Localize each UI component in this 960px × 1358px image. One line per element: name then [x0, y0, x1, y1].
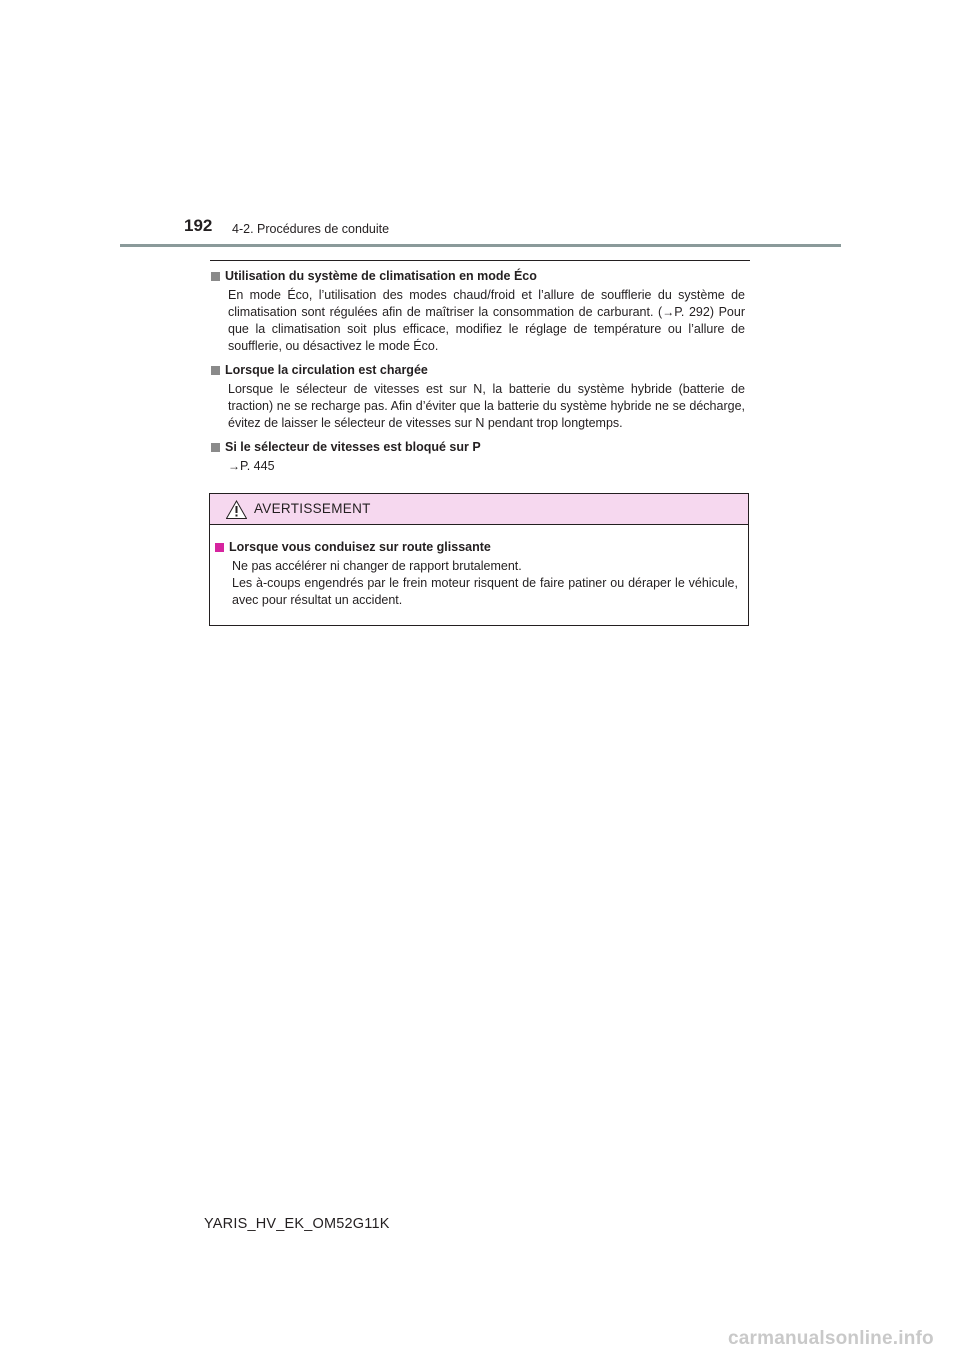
chapter-title: 4-2. Procédures de conduite: [232, 222, 390, 236]
section-heading-text: Utilisation du système de climatisation en mode Éco: [225, 269, 537, 283]
document-code: YARIS_HV_EK_OM52G11K: [204, 1216, 390, 1232]
page-reference-link[interactable]: P. 292: [674, 305, 710, 319]
section-traffic: [210, 360, 750, 432]
square-bullet-icon: [215, 543, 224, 552]
arrow-icon: →: [228, 459, 240, 473]
body-text: En mode Éco, l’utilisation des modes chaud/froid et l’allure de soufflerie du système de climatisation sont régulées afin de maîtriser la consommation de carburant. (: [228, 288, 745, 319]
section-eco-mode: [210, 266, 750, 355]
warning-triangle-icon: [226, 500, 247, 519]
section-heading: [210, 437, 750, 457]
warning-heading: [214, 537, 738, 557]
warning-header: [210, 494, 748, 525]
section-body: [210, 287, 750, 355]
section-body: Lorsque le sélecteur de vitesses est sur N, la batterie du système hybride (batterie de traction) ne se recharge pas. Afin d’éviter que la batterie du système hybride ne se décharge, évitez de laisser le sélecteur de vitesses sur N pendant trop longtemps.: [228, 382, 745, 430]
square-bullet-icon: [211, 366, 220, 375]
warning-box: [209, 493, 749, 626]
square-bullet-icon: [211, 272, 220, 281]
watermark: carmanualsonline.info: [728, 1328, 934, 1349]
section-shift-locked: [210, 437, 750, 475]
warning-line: Les à-coups engendrés par le frein moteur risquent de faire patiner ou déraper le véhicule, avec pour résultat un accident.: [232, 576, 738, 607]
warning-title: AVERTISSEMENT: [254, 501, 371, 516]
section-heading: [210, 360, 750, 380]
arrow-icon: →: [662, 305, 675, 319]
content: [210, 266, 750, 480]
section-heading-text: Lorsque la circulation est chargée: [225, 363, 428, 377]
warning-text: [214, 558, 738, 609]
warning-heading-text: Lorsque vous conduisez sur route glissante: [229, 540, 491, 554]
page-reference-link[interactable]: P. 445: [240, 459, 275, 473]
page-number: 192: [184, 216, 213, 235]
section-heading-text: Si le sélecteur de vitesses est bloqué sur P: [225, 440, 481, 454]
section-heading: [210, 266, 750, 286]
body-text: ) Pour que la climatisation soit plus efficace, modifiez le réglage de température ou l’allure de soufflerie, ou désactivez le mode Éco.: [228, 305, 745, 353]
section-divider: [210, 260, 750, 261]
warning-body: [210, 525, 748, 609]
header-divider: [120, 244, 841, 247]
warning-line: Ne pas accélérer ni changer de rapport brutalement.: [232, 559, 522, 573]
section-body: [210, 458, 750, 475]
square-bullet-icon: [211, 443, 220, 452]
